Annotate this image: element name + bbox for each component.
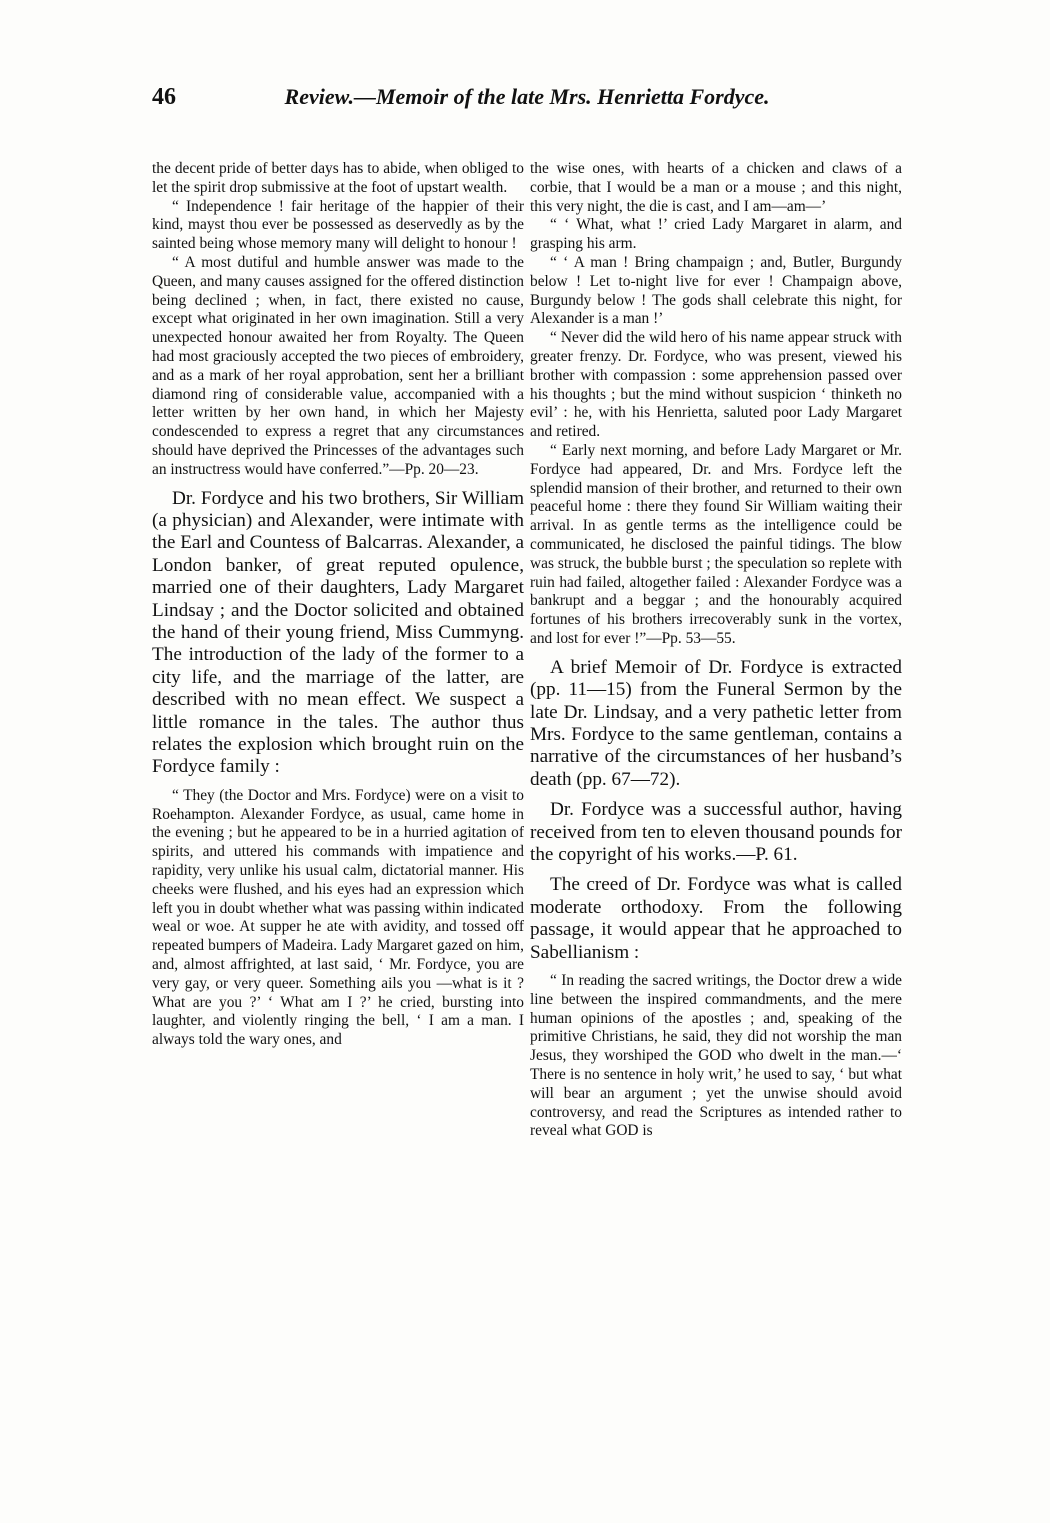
paragraph: “ A most dutiful and humble answer was made to the Queen, and many causes assigned for the offered distinction being declined ; when, in fact, there existed no cause, except what originated in her own imagination. Still a very unexpected honour awaited her from Royalty. The Queen had most graciously accepted the two pieces of embroidery, and as a mark of her royal approbation, sent her a brilliant diamond ring of considerable value, accompanied with a letter written by her own hand, in which her Majesty condescended to express a regret that any circumstances should have deprived the Princesses of the advantages such an instructress would have conferred.”—Pp. 20—23.: [152, 253, 524, 478]
page-header: [152, 84, 902, 124]
body-paragraph: Dr. Fordyce was a successful author, having received from ten to eleven thousand pounds for the copyright of his works.—P. 61.: [530, 799, 902, 865]
paragraph: “ In reading the sacred writings, the Doctor drew a wide line between the inspired commandments, and the mere human opinions of the apostles ; and, speaking of the primitive Christians, he said, they did not worship the man Jesus, they worshiped the GOD who dwelt in the man.—‘ There is no sentence in holy writ,’ he used to say, ‘ but what will bear an argument ; yet the unwise should avoid controversy, and read the Scriptures as intended rather to reveal what GOD is: [530, 972, 902, 1140]
paragraph: “ ‘ A man ! Bring champaign ; and, Butler, Burgundy below ! Let to-night live for ever ! Champaign above, Burgundy below ! The gods shall celebrate this night, for Alexander is a man !’: [530, 253, 902, 328]
paragraph: the wise ones, with hearts of a chicken and claws of a corbie, that I would be a man or a mouse ; and this night, this very night, the die is cast, and I am—am—’: [530, 160, 902, 215]
paragraph: “ Early next morning, and before Lady Margaret or Mr. Fordyce had appeared, Dr. and Mrs. Fordyce left the splendid mansion of their brother, and returned to their own peaceful home : there they found Sir William waiting their arrival. In as gentle terms as the intelligence could be communicated, he disclosed the painful tidings. The blow was struck, the bubble burst ; the speculation so replete with ruin had failed, altogether failed : Alexander Fordyce was a bankrupt and a beggar ; and the honourably acquired fortunes of his brothers irrecoverably sunk in the vortex, and lost for ever !”—Pp. 53—55.: [530, 441, 902, 647]
running-title: Review.—Memoir of the late Mrs. Henrietta Fordyce.: [284, 84, 770, 109]
paragraph: “ They (the Doctor and Mrs. Fordyce) were on a visit to Roehampton. Alexander Fordyce, as usual, came home in the evening ; but he appeared to be in a hurried agitation of spirits, and uttered his commands with impatience and rapidity, very unlike his usual calm, dictatorial manner. His cheeks were flushed, and his eyes had an expression which left you in doubt whether what was passing within indicated weal or woe. At supper he ate with avidity, and tossed off repeated bumpers of Madeira. Lady Margaret gazed on him, and, almost affrighted, at last said, ‘ Mr. Fordyce, you are very gay, or very queer. Something ails you —what is it ? What are you ?’ ‘ What am I ?’ he cried, bursting into laughter, and violently ringing the bell, ‘ I am a man. I always told the wary ones, and: [152, 786, 524, 1049]
page-number: 46: [152, 84, 176, 110]
body-paragraph: The creed of Dr. Fordyce was what is called moderate orthodoxy. From the following passage, it would appear that he approached to Sabellianism :: [530, 874, 902, 963]
body-paragraph: A brief Memoir of Dr. Fordyce is extracted (pp. 11—15) from the Funeral Sermon by the late Dr. Lindsay, and a very pathetic letter from Mrs. Fordyce to the same gentleman, contains a narrative of the circumstances of her husband’s death (pp. 67—72).: [530, 656, 902, 790]
paragraph: “ Never did the wild hero of his name appear struck with greater frenzy. Dr. Fordyce, who was present, viewed his brother with compassion : some apprehension passed over his thoughts ; but the mind without suspicion ‘ thinketh no evil’ : he, with his Henrietta, saluted poor Lady Margaret and retired.: [530, 329, 902, 441]
paragraph: “ ‘ What, what !’ cried Lady Margaret in alarm, and grasping his arm.: [530, 216, 902, 253]
body-paragraph: Dr. Fordyce and his two brothers, Sir William (a physician) and Alexander, were intimate with the Earl and Countess of Balcarras. Alexander, a London banker, of great reputed opulence, married one of their daughters, Lady Margaret Lindsay ; and the Doctor solicited and obtained the hand of their young friend, Miss Cummyng. The introduction of the lady of the former to a city life, and the marriage of the latter, are described with no mean effect. We suspect a little romance in the tales. The author thus relates the explosion which brought ruin on the Fordyce family :: [152, 487, 524, 778]
paragraph: “ Independence ! fair heritage of the happier of their kind, mayst thou ever be possessed as deservedly as by the sainted being whose memory many will delight to honour !: [152, 197, 524, 253]
paragraph: the decent pride of better days has to abide, when obliged to let the spirit drop submissive at the foot of upstart wealth.: [152, 160, 524, 196]
right-column: [530, 160, 902, 1141]
left-column: [152, 160, 524, 1050]
